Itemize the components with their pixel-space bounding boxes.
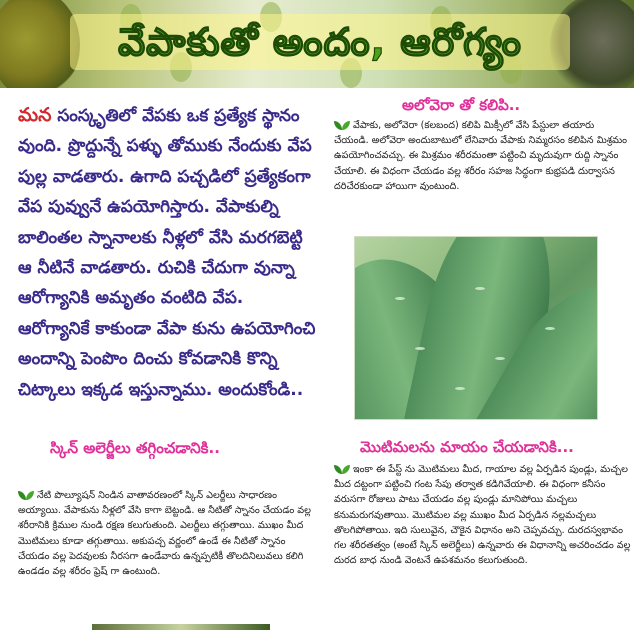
section-body-pimples: ఇంకా ఈ పేస్ట్ ను మొటిమలు మీద, గాయాల వల్ల ఏర్పడిన పుండ్లు, మచ్చల మీద దట్టంగా పట్టించి గంట సేపు తర్వాత కడిగివేయాలి. ఈ విధంగా కనీసం వరుసగా రోజులు పాటు చేయడం వల్ల పుండ్లు మానిపోయి మచ్చలు కనుమరుగవుతాయి. మొటిమల వల్ల ముఖం మీద ఏర్పడిన నల్లమచ్చలు తొలగిపోతాయి. ఇది సులువైన, చౌకైన విధానం అని చెప్పవచ్చు. దురదస్వభావం గల శరీరతత్వం (అంటే స్కిన్ అలెర్జీలు) ఉన్నవారు ఈ విధానాన్ని అచరించడం వల్ల దురద బాధ నుండి వెంటనే ఉపశమనం కలుగుతుంది.: [334, 464, 631, 567]
header-banner: [0, 0, 634, 88]
left-column: [0, 88, 322, 630]
page-title: వేపాకుతో అందం, ఆరోగ్యం: [70, 14, 570, 70]
intro-text: సంస్కృతిలో వేపకు ఒక ప్రత్యేక స్థానం వుంది. ప్రొద్దున్నే పళ్ళు తోముకు నేందుకు వేప పుల్ల వాడతారు. ఉగాది పచ్చడిలో ప్రత్యేకంగా వేప పువ్వునే ఉపయోగిస్తారు. వేపాకుల్ని బాలింతల స్నానాలకు నీళ్లలో వేసి మరగబెట్టి ఆ నీటినే వాడతారు. రుచికి చేదుగా వున్నా ఆరోగ్యానికి అమృతం వంటిది వేప. ఆరోగ్యానికే కాకుండా వేపా కును ఉపయోగించి అందాన్ని పెంపొం దించు కోవడానికి కొన్ని చిట్కాలు ఇక్కడ ఇస్తున్నాము. అందుకోండి..: [18, 106, 316, 400]
leaf-bullet-icon: [18, 491, 34, 500]
section-heading-skin-allergy: స్కిన్ అలెర్జీలు తగ్గించడానికి..: [50, 439, 220, 457]
section-body-skin-allergy: నేటి పొల్యూషన్ నిండిన వాతావరణంలో స్కిన్ ఎలర్జీలు సాధారణం అయ్యాయి. వేపాకును నీళ్లలో వేసి కాగా బెట్టండి. ఆ నీటితో స్నానం చేయడం వల్ల శరీరానికి క్రిముల నుండి రక్షణ కలుగుతుంది. ఎలర్జీలు తగ్గుతాయి. ముఖం మీద మొటిమలు కూడా తగ్గుతాయి. అకుపచ్చ వర్ణంలో ఉండే ఈ నీటితో స్నానం చేయడం వల్ల పెదవులకు నీరసగా ఉండేవారు ఉన్నప్పటికీ తొలదినిలువలు కలిగి ఉండడం వల్ల శరీరం ఫ్రెష్ గా ఉంటుంది.: [18, 490, 311, 578]
leaf-bullet-icon: [334, 121, 350, 130]
leaf-bullet-icon: [334, 465, 350, 474]
right-column: [322, 88, 634, 630]
aloe-vera-photo: [354, 236, 598, 420]
section-heading-aloe-vera: అలోవెరా తో కలిపి..: [402, 96, 521, 114]
section-heading-pimples: మొటిమలను మాయం చేయడానికి...: [360, 438, 574, 456]
section-body-aloe-vera: వేపాకు, అలోవెరా (కలబంద) కలిపి మిక్సీలో వేసి పేస్టులా తయారు చేయండి. అలోవెరా అందుబాటులో లేనివారు వేపాకు నిమ్మరసం కలిపిన మిశ్రమం ఉపయోగించవచ్చు. ఈ మిశ్రమం శరీరమంతా పట్టించి మృదువుగా రుద్ది స్నానం చేయాలి. ఈ విధంగా చేయడం వల్ల శరీరం సహజ సిద్ధంగా కుభ్రపడి దుర్వాసన దరిచేరకుండా హాయిగా వుంటుంది.: [334, 120, 628, 192]
bottom-photo: [92, 624, 270, 630]
henna-bowl-image: [0, 0, 80, 88]
intro-lead-word: మన: [18, 104, 52, 126]
intro-paragraph: [18, 100, 316, 405]
